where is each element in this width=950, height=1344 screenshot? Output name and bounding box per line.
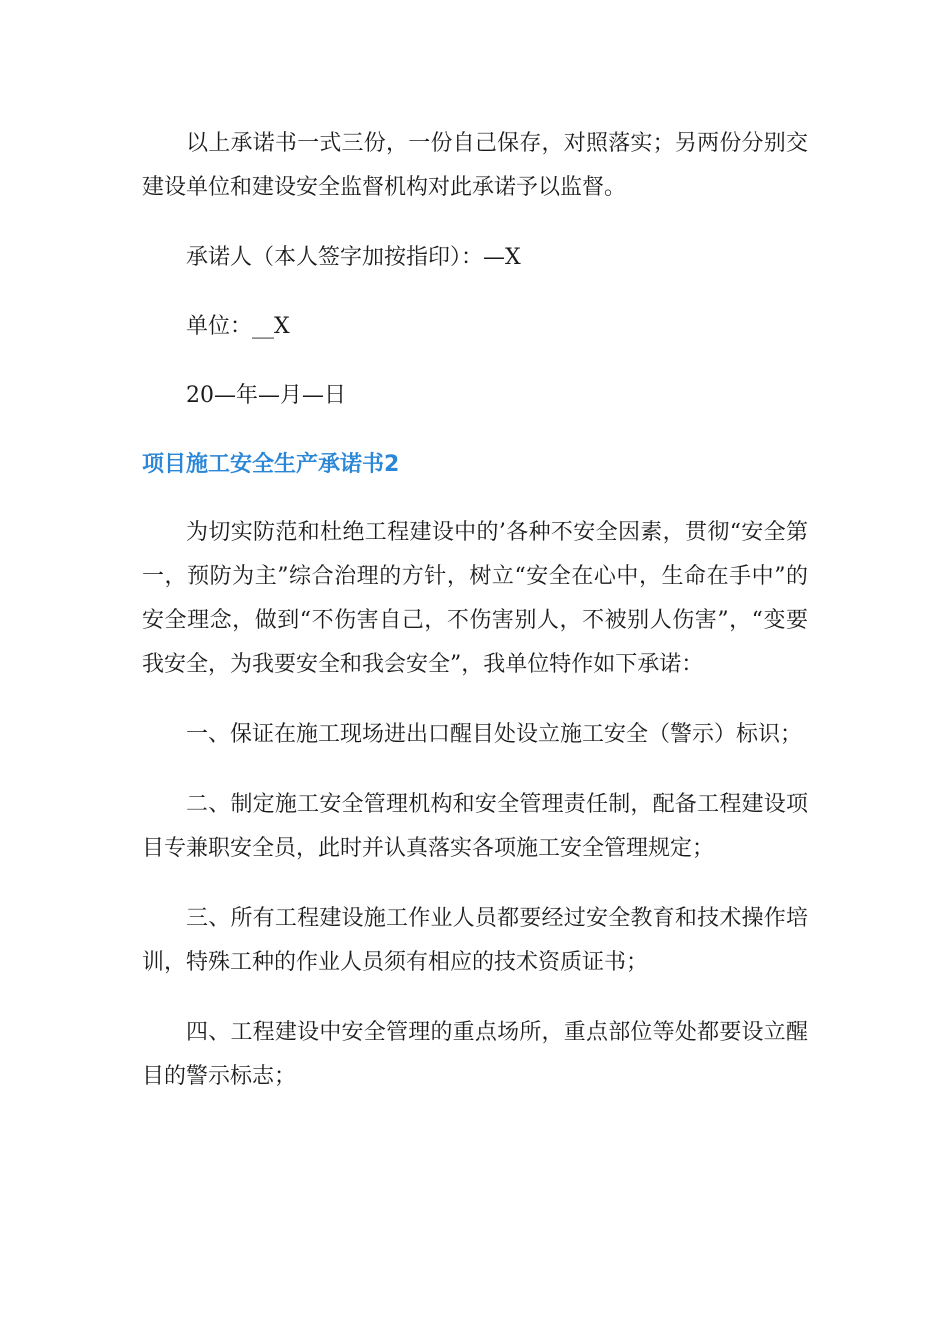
commitment-item-2: 二、制定施工安全管理机构和安全管理责任制，配备工程建设项目专兼职安全员，此时并认真落实各项施工安全管理规定； <box>142 792 808 861</box>
intro-paragraph: 为切实防范和杜绝工程建设中的’各种不安全因素，贯彻“安全第一，预防为主”综合治理的方针，树立“安全在心中，生命在手中”的安全理念，做到“不伤害自己，不伤害别人，不被别人伤害”，“变要我安全，为我要安全和我会安全”，我单位特作如下承诺： <box>142 520 808 677</box>
unit-line: 单位：__X <box>186 314 290 339</box>
commitment-item-3: 三、所有工程建设施工作业人员都要经过安全教育和技术操作培训，特殊工种的作业人员须有相应的技术资质证书； <box>142 906 808 975</box>
document-body <box>142 122 808 1125</box>
commitment-item-4: 四、工程建设中安全管理的重点场所，重点部位等处都要设立醒目的警示标志； <box>142 1020 808 1089</box>
section-heading: 项目施工安全生产承诺书2 <box>142 452 400 477</box>
date-line: 20—年—月—日 <box>186 383 346 408</box>
commitment-item-1: 一、保证在施工现场进出口醒目处设立施工安全（警示）标识； <box>186 722 803 747</box>
closing-paragraph: 以上承诺书一式三份，一份自己保存，对照落实；另两份分别交建设单位和建设安全监督机构对此承诺予以监督。 <box>142 131 808 200</box>
signer-line: 承诺人（本人签字加按指印）：—X <box>186 245 521 270</box>
